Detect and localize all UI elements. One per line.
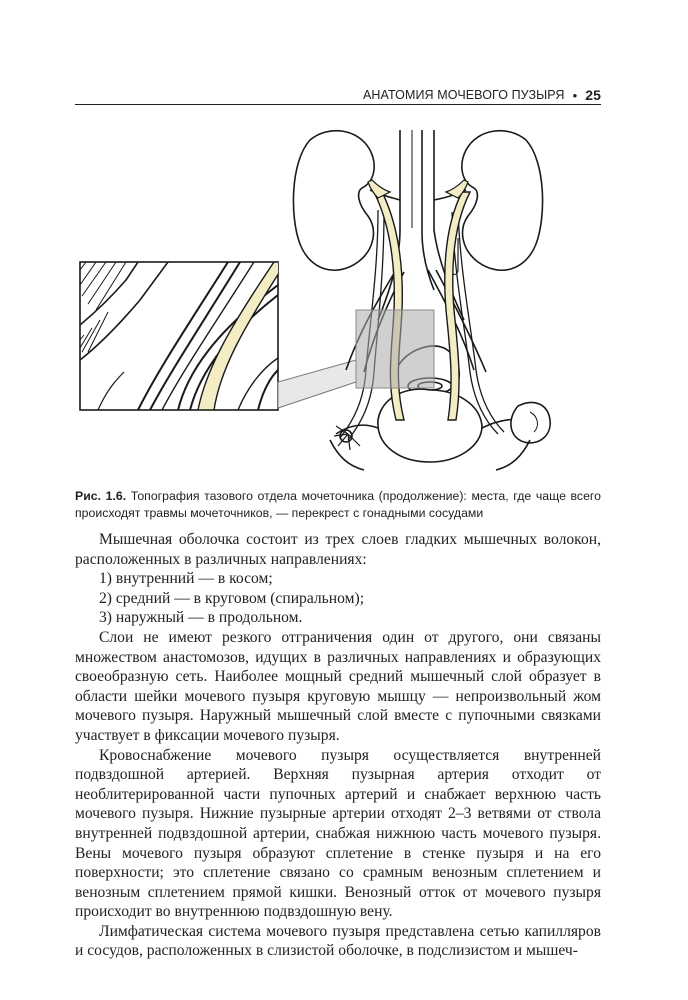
running-title: АНАТОМИЯ МОЧЕВОГО ПУЗЫРЯ xyxy=(362,88,565,102)
running-head xyxy=(75,86,601,104)
figure-label: Рис. 1.6. xyxy=(75,489,127,503)
paragraph-muscle-layers: Мышечная оболочка состоит из трех слоев гладких мышечных волокон, расположенных в различных направлениях: xyxy=(75,531,601,568)
list-item-middle: 2) средний — в круговом (спиральном); xyxy=(99,589,365,607)
paragraph-blood-supply: Кровоснабжение мочевого пузыря осуществляется внутренней подвздошной артерией. Верхняя пузырная артерия отходит от необлитерированной части пупочных артерий и снабжает верхнюю часть мочевого пузыря. Нижние пузырные артерии отходят 2–3 ветвями от ствола внутренней подвздошной артерии, снабжая нижнюю часть мочевого пузыря. Вены мочевого пузыря образуют сплетение в стенке пузыря и на его поверхности; это сплетение связано со срамным венозным сплетением и венозным сплетением прямой кишки. Венозный отток от мочевого пузыря происходит во внутреннюю подвздошную вену. xyxy=(75,746,601,921)
inset-magnified-view xyxy=(80,262,286,410)
list-item-outer: 3) наружный — в продольном. xyxy=(99,609,303,627)
highlight-box xyxy=(356,310,434,388)
header-rule xyxy=(75,104,601,105)
list-item-inner: 1) внутренний — в косом; xyxy=(99,570,273,588)
bullet-separator: • xyxy=(572,87,578,103)
paragraph-lymphatic: Лимфатическая система мочевого пузыря представлена сетью капилляров и сосудов, расположенных в слизистой оболочке, в подслизистом и мышеч- xyxy=(75,922,601,960)
body-text xyxy=(75,530,601,961)
figure-caption-text: Топография тазового отдела мочеточника (продолжение): места, где чаще всего происходят травмы мочеточников, — перекрест с гонадными сосудами xyxy=(75,489,601,520)
main-anatomy-drawing xyxy=(293,130,550,470)
page-number: 25 xyxy=(585,87,601,103)
paragraph-layers-network: Слои не имеют резкого отграничения один от другого, они связаны множеством анастомозов, идущих в различных направлениях и образующих своеобразную сеть. Наиболее мощный средний мышечный слой образует в области шейки мочевого пузыря круговую мышцу — непроизвольный жом мочевого пузыря. Наружный мышечный слой вместе с пупочными связками участвует в фиксации мочевого пузыря. xyxy=(75,628,601,744)
callout-connector xyxy=(278,360,356,408)
anatomy-illustration xyxy=(78,120,600,472)
figure-caption xyxy=(75,488,601,522)
